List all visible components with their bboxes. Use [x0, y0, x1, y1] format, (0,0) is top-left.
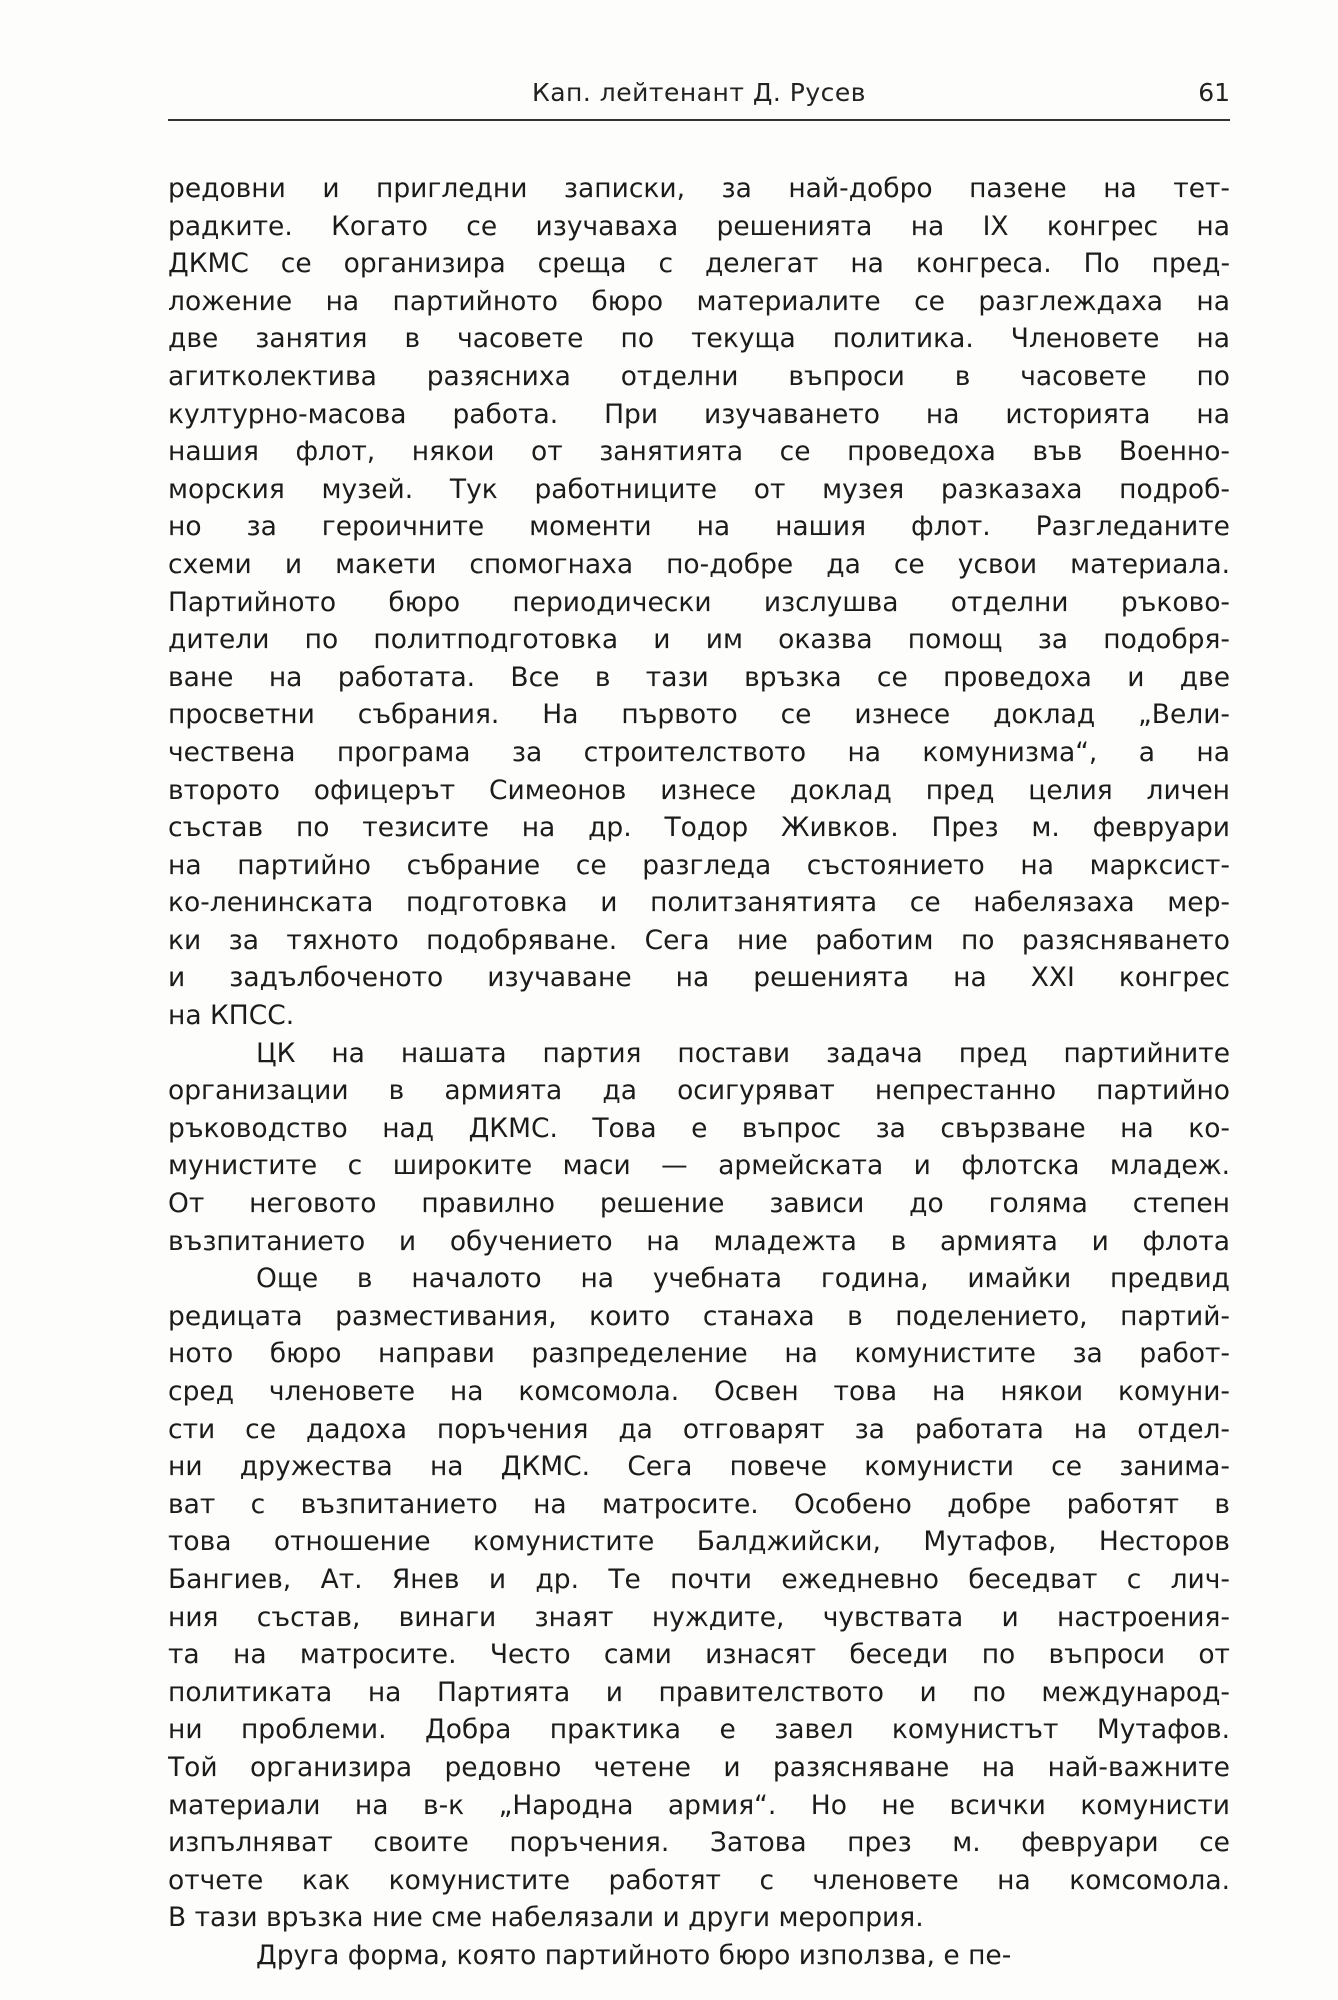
text-line: възпитанието и обучението на младежта в армията и флота — [168, 1225, 1230, 1257]
text-line: От неговото правилно решение зависи до голяма степен — [168, 1188, 1230, 1220]
text-line: дители по политподготовка и им оказва помощ за подобря- — [168, 624, 1230, 656]
text-line: просветни събрания. На първото се изнесе доклад „Вели- — [168, 699, 1230, 731]
text-line: та на матросите. Често сами изнасят беседи по въпроси от — [168, 1639, 1230, 1671]
text-line: и задълбоченото изучаване на решенията на XXI конгрес — [168, 962, 1230, 994]
text-line: изпълняват своите поръчения. Затова през м. февруари се — [168, 1827, 1230, 1859]
text-line: Партийното бюро периодически изслушва отделни ръково- — [168, 586, 1230, 618]
text-line: политиката на Партията и правителството и по международ- — [168, 1676, 1230, 1708]
text-line: ни дружества на ДКМС. Сега повече комунисти се занима- — [168, 1451, 1230, 1483]
text-line: ване на работата. Все в тази връзка се проведоха и две — [168, 661, 1230, 693]
text-line: радките. Когато се изучаваха решенията на IX конгрес на — [168, 210, 1230, 242]
text-line: ложение на партийното бюро материалите се разглеждаха на — [168, 285, 1230, 317]
text-line: чествена програма за строителството на комунизма“, а на — [168, 736, 1230, 768]
text-line: ни проблеми. Добра практика е завел комунистът Мутафов. — [168, 1714, 1230, 1746]
text-line: второто офицерът Симеонов изнесе доклад пред целия личен — [168, 774, 1230, 806]
text-line: две занятия в часовете по текуща политика. Членовете на — [168, 323, 1230, 355]
text-line: В тази връзка ние сме набелязали и други мероприя. — [168, 1902, 924, 1934]
text-line: нашия флот, някои от занятията се проведоха във Военно- — [168, 436, 1230, 468]
text-line: сти се дадоха поръчения да отговарят за работата на отдел- — [168, 1413, 1230, 1445]
text-line: на партийно събрание се разгледа състоянието на марксист- — [168, 849, 1230, 881]
text-line: агитколектива разясниха отделни въпроси в часовете по — [168, 360, 1230, 392]
text-line: Друга форма, която партийното бюро използва, е пе- — [256, 1939, 1012, 1971]
text-line: ния състав, винаги знаят нуждите, чувствата и настроения- — [168, 1601, 1230, 1633]
text-line: ЦК на нашата партия постави задача пред партийните — [256, 1037, 1230, 1069]
text-line: сред членовете на комсомола. Освен това на някои комуни- — [168, 1376, 1230, 1407]
text-line: Той организира редовно четене и разясняване на най-важните — [168, 1751, 1230, 1783]
text-line: културно-масова работа. При изучаването на историята на — [168, 398, 1230, 430]
text-line: организации в армията да осигуряват непрестанно партийно — [168, 1075, 1230, 1107]
text-line: редицата разместивания, които станаха в поделението, партий- — [168, 1300, 1230, 1332]
running-header — [168, 72, 1230, 122]
header-author: Кап. лейтенант Д. Русев — [531, 78, 867, 107]
text-line: отчете как комунистите работят с членовете на комсомола. — [168, 1864, 1230, 1896]
body-text — [168, 170, 1230, 1975]
text-line: ДКМС се организира среща с делегат на конгреса. По пред- — [168, 248, 1230, 280]
text-line: но за героичните моменти на нашия флот. Разгледаните — [168, 511, 1230, 543]
text-line: на КПСС. — [168, 1000, 295, 1032]
text-line: Още в началото на учебната година, имайки предвид — [256, 1263, 1230, 1295]
text-line: това отношение комунистите Балджийски, Мутафов, Несторов — [168, 1526, 1230, 1558]
text-line: ки за тяхното подобряване. Сега ние работим по разясняването — [168, 924, 1230, 956]
text-line: мунистите с широките маси — армейската и флотска младеж. — [168, 1150, 1230, 1182]
page-number: 61 — [1198, 78, 1230, 107]
text-line: редовни и пригледни записки, за най-добро пазене на тет- — [168, 173, 1230, 204]
text-line: състав по тезисите на др. Тодор Живков. През м. февруари — [168, 812, 1230, 844]
text-line: ко-ленинската подготовка и политзанятията се набелязаха мер- — [168, 887, 1230, 919]
text-line: материали на в-к „Народна армия“. Но не всички комунисти — [168, 1789, 1230, 1821]
text-line: ръководство над ДКМС. Това е въпрос за свързване на ко- — [168, 1112, 1230, 1144]
text-line: ното бюро направи разпределение на комунистите за работ- — [168, 1338, 1230, 1370]
text-line: морския музей. Тук работниците от музея разказаха подроб- — [168, 473, 1230, 505]
text-line: схеми и макети спомогнаха по-добре да се усвои материала. — [168, 548, 1230, 580]
text-line: Бангиев, Ат. Янев и др. Те почти ежедневно беседват с лич- — [168, 1563, 1230, 1595]
header-rule — [168, 119, 1230, 121]
text-line: ват с възпитанието на матросите. Особено добре работят в — [168, 1488, 1230, 1520]
